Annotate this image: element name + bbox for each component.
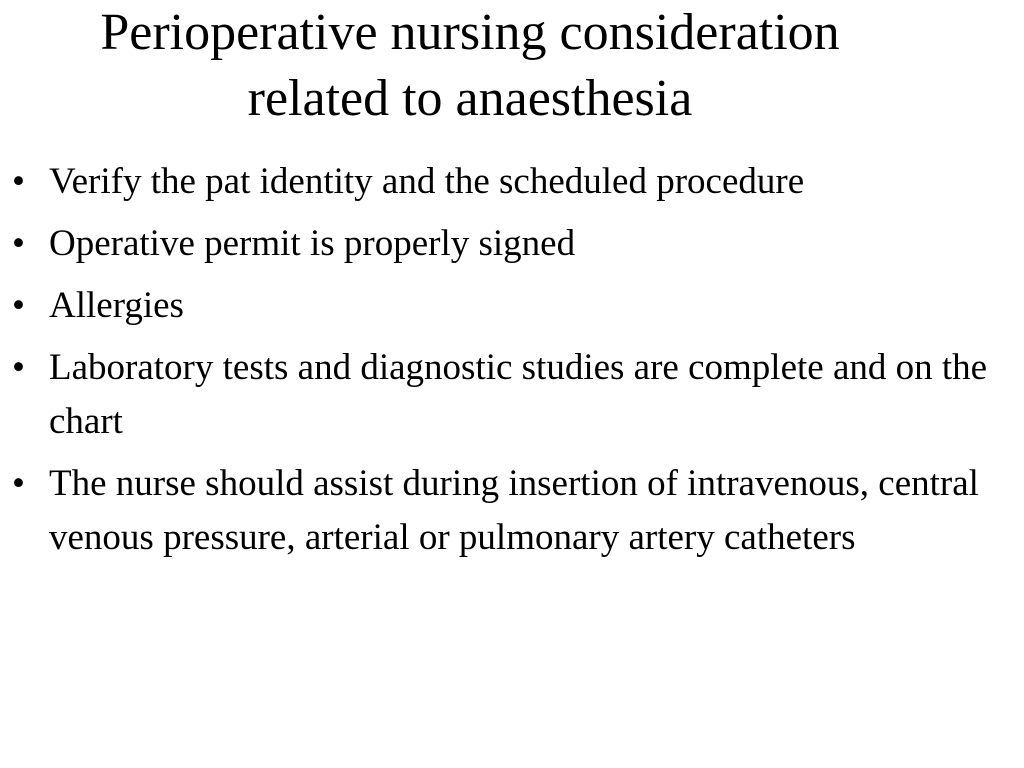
slide-title-line-1: Perioperative nursing consideration (100, 4, 840, 61)
slide-title (0, 0, 940, 132)
bullet-item (12, 217, 1012, 271)
bullet-marker: • (12, 161, 25, 202)
bullet-item (12, 341, 1012, 449)
slide-title-line-2: related to anaesthesia (247, 70, 693, 127)
bullet-item (12, 457, 1012, 565)
bullet-item (12, 155, 1012, 209)
bullet-text: Laboratory tests and diagnostic studies are complete and on the chart (49, 347, 988, 442)
bullet-marker: • (12, 463, 25, 504)
bullet-text: Operative permit is properly signed (49, 223, 576, 264)
bullet-text: The nurse should assist during insertion of intravenous, central venous pressure, arterial or pulmonary artery catheters (49, 463, 979, 558)
bullet-marker: • (12, 285, 25, 326)
bullet-text: Verify the pat identity and the scheduled procedure (49, 161, 805, 202)
bullet-text: Allergies (49, 285, 184, 326)
bullet-list (12, 155, 1012, 573)
bullet-marker: • (12, 347, 25, 388)
bullet-item (12, 279, 1012, 333)
bullet-marker: • (12, 223, 25, 264)
